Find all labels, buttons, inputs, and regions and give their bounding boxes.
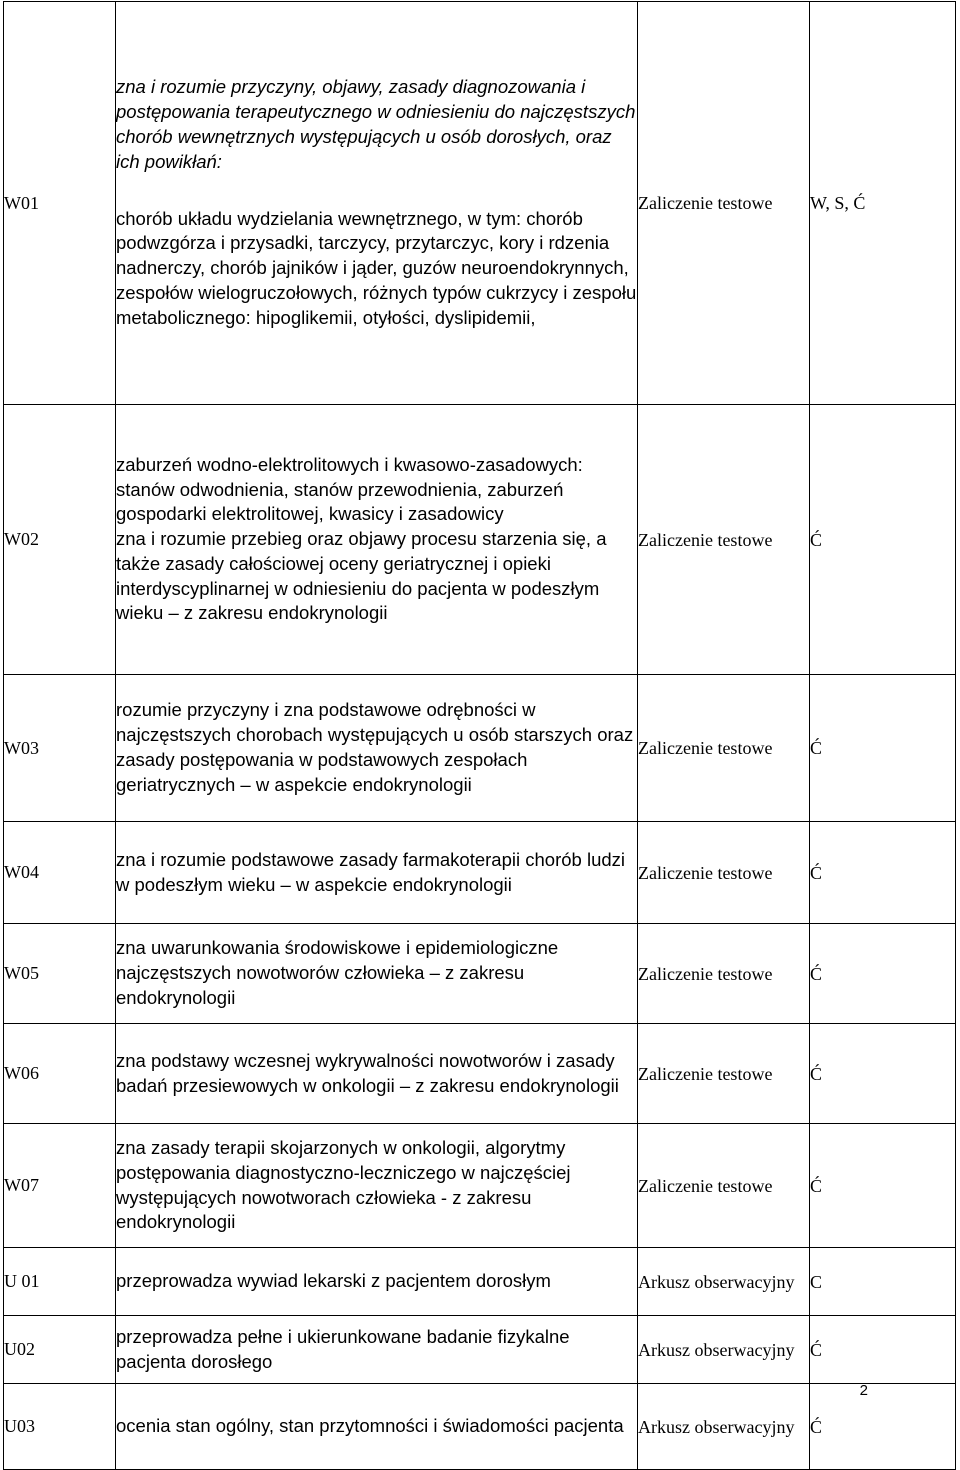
description-paragraph: rozumie przyczyny i zna podstawowe odrębności w najczęstszych chorobach występujących u osób starszych oraz zasady postępowania w podstawowych zespołach geriatrycznych – w aspekcie endokrynologii — [116, 699, 634, 795]
learning-outcomes-table — [3, 1, 956, 1470]
outcome-code: U02 — [4, 1316, 116, 1384]
outcome-description — [116, 924, 638, 1024]
verification-method: Zaliczenie testowe — [638, 1024, 810, 1124]
table-body — [4, 2, 956, 1470]
verification-method: Zaliczenie testowe — [638, 675, 810, 822]
class-form: Ć — [810, 1384, 956, 1470]
class-form: Ć — [810, 924, 956, 1024]
table-row — [4, 675, 956, 822]
table-row — [4, 1248, 956, 1316]
class-form: Ć — [810, 1316, 956, 1384]
description-paragraph: chorób układu wydzielania wewnętrznego, w tym: chorób podwzgórza i przysadki, tarczycy, przytarczyc, kory i rdzenia nadnerczy, chorób jajników i jąder, guzów neuroendokrynnych, zespołów wielogruczołowych, różnych typów cukrzycy i zespołu metabolicznego: hipoglikemii, otyłości, dyslipidemii, — [116, 207, 637, 328]
outcome-description — [116, 1024, 638, 1124]
outcome-code: W02 — [4, 405, 116, 675]
outcome-code: U 01 — [4, 1248, 116, 1316]
outcome-description — [116, 405, 638, 675]
table-row — [4, 924, 956, 1024]
outcome-description — [116, 822, 638, 924]
outcome-code: W05 — [4, 924, 116, 1024]
class-form: C — [810, 1248, 956, 1316]
outcome-description — [116, 675, 638, 822]
table-row — [4, 822, 956, 924]
table-row — [4, 1024, 956, 1124]
outcome-code: W07 — [4, 1124, 116, 1248]
description-paragraph: zna podstawy wczesnej wykrywalności nowotworów i zasady badań przesiewowych w onkologii – z zakresu endokrynologii — [116, 1049, 619, 1096]
verification-method: Zaliczenie testowe — [638, 822, 810, 924]
outcome-code: W01 — [4, 2, 116, 405]
verification-method: Arkusz obserwacyjny — [638, 1316, 810, 1384]
table-row — [4, 1124, 956, 1248]
verification-method: Zaliczenie testowe — [638, 924, 810, 1024]
outcome-description — [116, 1316, 638, 1384]
table-row — [4, 2, 956, 405]
class-form: Ć — [810, 405, 956, 675]
class-form: W, S, Ć — [810, 2, 956, 405]
page-number: 2 — [859, 1382, 868, 1399]
description-paragraph: zna i rozumie podstawowe zasady farmakoterapii chorób ludzi w podeszłym wieku – w aspekcie endokrynologii — [116, 848, 626, 895]
table-row — [4, 1316, 956, 1384]
description-paragraph: zaburzeń wodno-elektrolitowych i kwasowo-zasadowych: stanów odwodnienia, stanów przewodnienia, zaburzeń gospodarki elektrolitowej, kwasicy i zasadowicy — [116, 453, 583, 525]
outcome-description — [116, 2, 638, 405]
outcome-description — [116, 1384, 638, 1470]
description-paragraph: zna uwarunkowania środowiskowe i epidemiologiczne najczęstszych nowotworów człowieka – z zakresu endokrynologii — [116, 937, 559, 1008]
outcome-code: W06 — [4, 1024, 116, 1124]
verification-method: Arkusz obserwacyjny — [638, 1248, 810, 1316]
class-form: Ć — [810, 1124, 956, 1248]
class-form: Ć — [810, 675, 956, 822]
description-paragraph: zna i rozumie przyczyny, objawy, zasady diagnozowania i postępowania terapeutycznego w odniesieniu do najczęstszych chorób wewnętrznych występujących u osób dorosłych, oraz ich powikłań: — [116, 76, 636, 172]
outcome-description — [116, 1124, 638, 1248]
outcome-code: U03 — [4, 1384, 116, 1470]
description-paragraph: przeprowadza pełne i ukierunkowane badanie fizykalne pacjenta dorosłego — [116, 1325, 570, 1372]
description-paragraph: przeprowadza wywiad lekarski z pacjentem dorosłym — [116, 1270, 551, 1292]
class-form: Ć — [810, 822, 956, 924]
outcome-code: W04 — [4, 822, 116, 924]
description-paragraph: ocenia stan ogólny, stan przytomności i świadomości pacjenta — [116, 1415, 624, 1437]
table-row — [4, 1384, 956, 1470]
verification-method: Arkusz obserwacyjny — [638, 1384, 810, 1470]
verification-method: Zaliczenie testowe — [638, 2, 810, 405]
verification-method: Zaliczenie testowe — [638, 1124, 810, 1248]
outcome-code: W03 — [4, 675, 116, 822]
class-form: Ć — [810, 1024, 956, 1124]
outcome-description — [116, 1248, 638, 1316]
verification-method: Zaliczenie testowe — [638, 405, 810, 675]
description-paragraph: zna zasady terapii skojarzonych w onkologii, algorytmy postępowania diagnostyczno-leczniczego w najczęściej występujących nowotworach człowieka - z zakresu endokrynologii — [116, 1136, 571, 1233]
description-paragraph: zna i rozumie przebieg oraz objawy procesu starzenia się, a także zasady całościowej oceny geriatrycznej i opieki interdyscyplinarnej w odniesieniu do pacjenta w podeszłym wieku – z zakresu endokrynologii — [116, 528, 607, 624]
table-row — [4, 405, 956, 675]
